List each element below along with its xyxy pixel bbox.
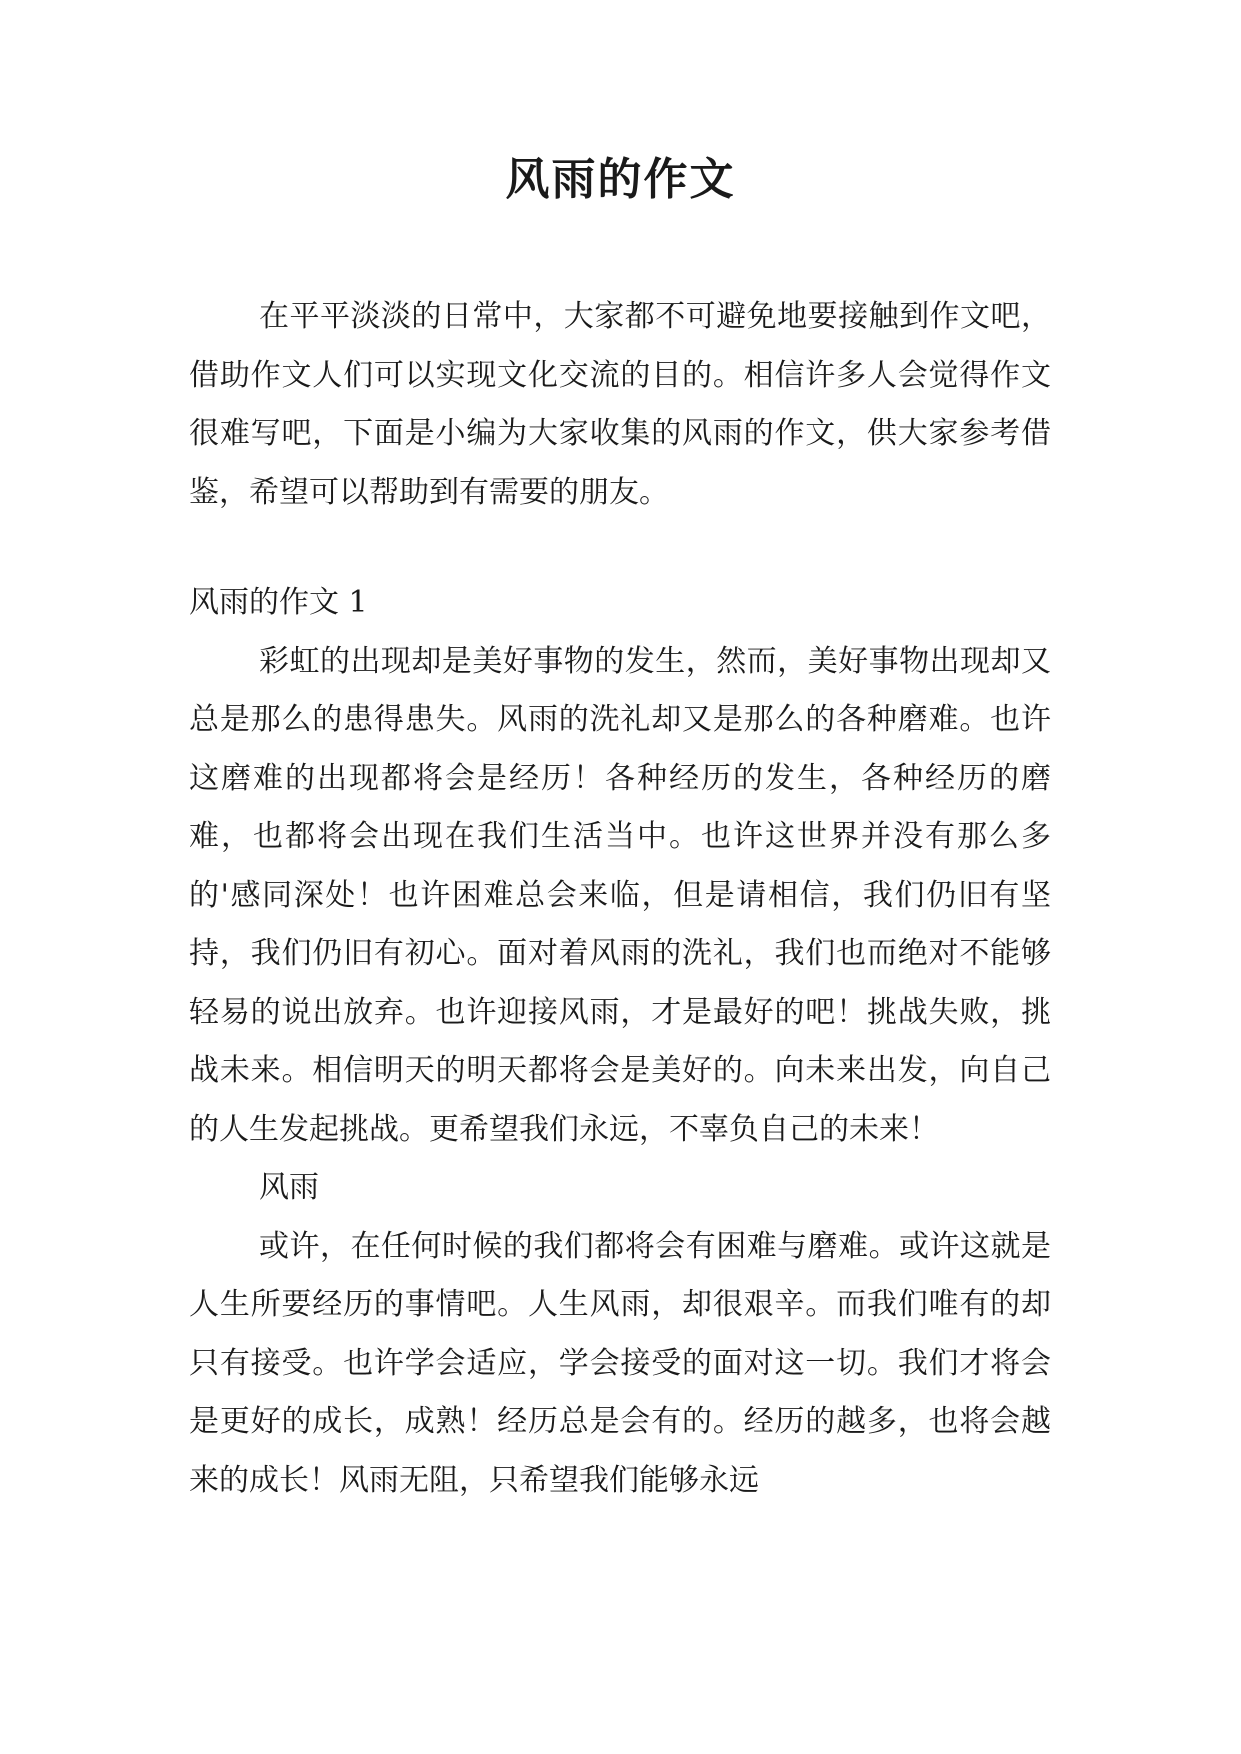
intro-paragraph: 在平平淡淡的日常中，大家都不可避免地要接触到作文吧，借助作文人们可以实现文化交流的目的。相信许多人会觉得作文很难写吧，下面是小编为大家收集的风雨的作文，供大家参考借鉴，希望可以帮助到有需要的朋友。 xyxy=(189,299,1051,510)
document-title: 风雨的作文 xyxy=(505,154,736,205)
section-heading: 风雨的作文 1 xyxy=(189,585,368,620)
document-body xyxy=(189,288,1051,1510)
subheading: 风雨 xyxy=(259,1170,319,1205)
essay-paragraph-2: 或许，在任何时候的我们都将会有困难与磨难。或许这就是人生所要经历的事情吧。人生风雨，却很艰辛。而我们唯有的却只有接受。也许学会适应，学会接受的面对这一切。我们才将会是更好的成长，成熟！经历总是会有的。经历的越多，也将会越来的成长！风雨无阻，只希望我们能够永远 xyxy=(189,1228,1051,1498)
essay-paragraph-1: 彩虹的出现却是美好事物的发生，然而，美好事物出现却又总是那么的患得患失。风雨的洗礼却又是那么的各种磨难。也许这磨难的出现都将会是经历！各种经历的发生，各种经历的磨难，也都将会出现在我们生活当中。也许这世界并没有那么多的'感同深处！也许困难总会来临，但是请相信，我们仍旧有坚持，我们仍旧有初心。面对着风雨的洗礼，我们也而绝对不能够轻易的说出放弃。也许迎接风雨，才是最好的吧！挑战失败，挑战未来。相信明天的明天都将会是美好的。向未来出发，向自己的人生发起挑战。更希望我们永远，不辜负自己的未来！ xyxy=(189,643,1051,1147)
